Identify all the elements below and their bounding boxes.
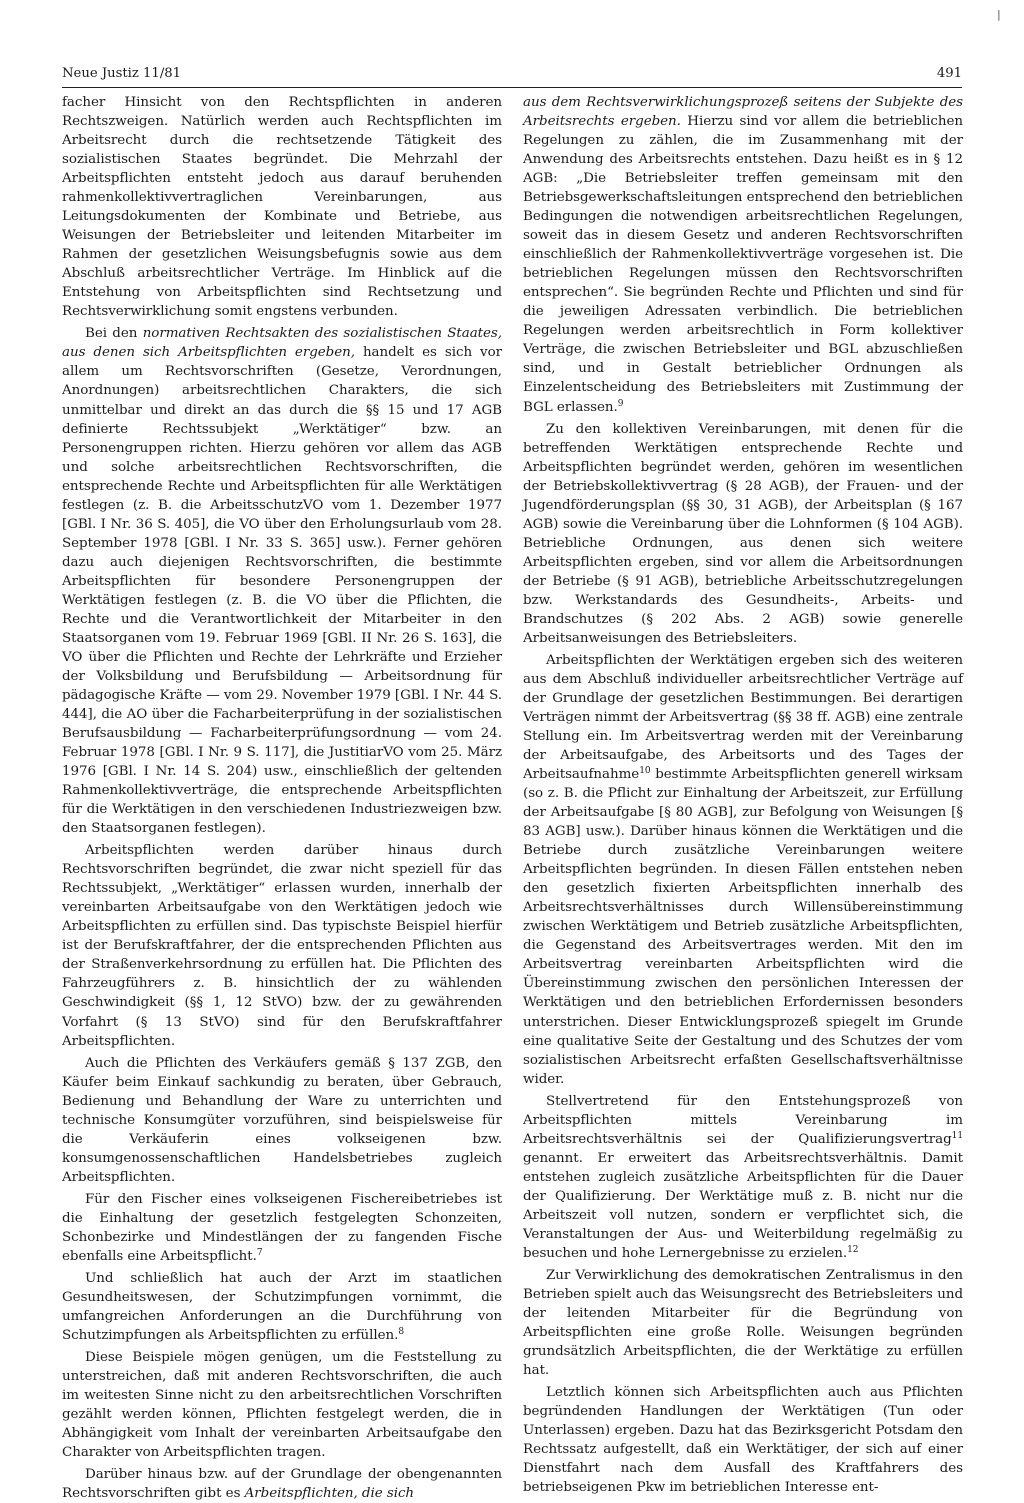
left-column bbox=[62, 93, 502, 1503]
paragraph bbox=[62, 93, 502, 321]
text-run: Für den Fischer eines volkseigenen Fischereibetriebes ist die Einhaltung der gesetzlich festgelegten Schonzeiten, Schonbezirke und Mindestlängen der zu fangenden Fische ebenfalls eine Arbeitspflicht. bbox=[62, 1191, 502, 1264]
footnote-ref: 7 bbox=[256, 1247, 263, 1258]
text-run: handelt es sich vor allem um Rechtsvorschriften (Gesetze, Verordnungen, Anordnungen) arbeitsrechtlichen Charakters, die sich unmittelbar und direkt an das durch die §§ 15 und 17 AGB definierte Rechtssubjekt „Werktätiger“ bzw. an Personengruppen richten. Hierzu gehören vor allem das AGB und solche arbeitsrechtlichen Rechtsvorschriften, die entsprechende Rechte und Arbeitspflichten für alle Werktätigen festlegen (z. B. die ArbeitsschutzVO vom 1. Dezember 1977 [GBl. I Nr. 36 S. 405], die VO über den Erholungsurlaub vom 28. September 1978 [GBl. I Nr. 33 S. 365] usw.). Ferner gehören dazu auch diejenigen Rechtsvorschriften, die bestimmte Arbeitspflichten für besondere Personengruppen der Werktätigen festlegen (z. B. die VO über die Pflichten, die Rechte und die Verantwortlichkeit der Mitarbeiter in den Staatsorganen vom 19. Februar 1969 [GBl. II Nr. 26 S. 163], die VO über die Pflichten und Rechte der Lehrkräfte und Erzieher der Volksbildung und Berufsbildung — Arbeitsordnung für pädagogische Kräfte — vom 29. November 1979 [GBl. I Nr. 44 S. 444], die AO über die Facharbeiterprüfung in der sozialistischen Berufsausbildung — Facharbeiterprüfungsordnung — vom 24. Februar 1978 [GBl. I Nr. 9 S. 117], die JustitiarVO vom 25. März 1976 [GBl. I Nr. 14 S. 204) usw., einschließlich der geltenden Rahmenkollektivverträge, die entsprechende Arbeitspflichten für die Werktätigen in den verschiedenen Industriezweigen bzw. den Staatsorganen festlegen). bbox=[62, 345, 502, 837]
right-column bbox=[523, 93, 963, 1497]
emphasized-text: aus dem Rechtsverwirklichungsprozeß seitens der Subjekte des Arbeitsrechts ergeben. bbox=[523, 95, 963, 130]
paragraph bbox=[523, 1266, 963, 1380]
paragraph bbox=[523, 1092, 963, 1263]
emphasized-text: normativen Rechtsakten des sozialistischen Staates, aus denen sich Arbeitspflichten ergeben, bbox=[62, 326, 502, 361]
text-run: Arbeitspflichten der Werktätigen ergeben sich des weiteren aus dem Abschluß individueller arbeitsrechtlicher Verträge auf der Grundlage der gesetzlichen Bestimmungen. Bei derartigen Verträgen nimmt der Arbeitsvertrag (§§ 38 ff. AGB) eine zentrale Stellung ein. Im Arbeitsvertrag werden mit der Vereinbarung der Arbeitsaufgabe, des Arbeitsorts und des Tages der Arbeitsaufnahme bbox=[523, 652, 963, 783]
text-run: Zur Verwirklichung des demokratischen Zentralismus in den Betrieben spielt auch das Weisungsrecht des Betriebsleiters und der leitenden Mitarbeiter für die Begründung von Arbeitspflichten eine große Rolle. Weisungen begründen grundsätzlich Arbeitspflichten, die der Werktätige zu erfüllen hat. bbox=[523, 1267, 963, 1379]
corner-mark: | bbox=[997, 8, 1001, 21]
header-rule bbox=[62, 87, 962, 88]
page-number: 491 bbox=[936, 66, 962, 81]
paragraph bbox=[62, 1190, 502, 1266]
paragraph bbox=[62, 1465, 502, 1503]
footnote-ref: 9 bbox=[617, 398, 624, 409]
text-run: Und schließlich hat auch der Arzt im staatlichen Gesundheitswesen, der Schutzimpfungen vornimmt, die umfangreichen Anforderungen an die Durchführung von Schutzimpfungen als Arbeitspflichten zu erfüllen. bbox=[62, 1270, 502, 1343]
text-run: Letztlich können sich Arbeitspflichten auch aus Pflichten begründenden Handlungen der Werktätigen (Tun oder Unterlassen) ergeben. Dazu hat das Bezirksgericht Potsdam den Rechtssatz aufgestellt, daß ein Werktätiger, der sich auf einer Dienstfahrt nach dem Ausfall des Kraftfahrers des betriebseigenen Pkw im betrieblichen Interesse ent- bbox=[523, 1385, 963, 1496]
text-run: Hierzu sind vor allem die betrieblichen Regelungen zu zählen, die im Zusammenhang mit der Anwendung des Arbeitsrechts entstehen. Dazu heißt es in § 12 AGB: „Die Betriebsleiter treffen gemeinsam mit den Betriebsgewerkschaftsleitungen entsprechend den betrieblichen Bedingungen die notwendigen arbeitsrechtlichen Regelungen, soweit das in diesem Gesetz und anderen Rechtsvorschriften einschließlich der Rahmenkollektivverträge vorgesehen ist. Die betrieblichen Regelungen müssen den Rechtsvorschriften entsprechen“. Sie begründen Rechte und Pflichten und sind für die jeweiligen Adressaten verbindlich. Die betrieblichen Regelungen werden arbeitsrechtlich in Form kollektiver Verträge, die zwischen Betriebsleiter und BGL abzuschließen sind, und in Gestalt betrieblicher Ordnungen als Einzelentscheidung des Betriebsleiters mit Zustimmung der BGL erlassen. bbox=[523, 114, 963, 415]
text-run: facher Hinsicht von den Rechtspflichten in anderen Rechtszweigen. Natürlich werden auch Rechtspflichten im Arbeitsrecht durch die rechtsetzende Tätigkeit des sozialistischen Staates begründet. Die Mehrzahl der Arbeitspflichten entsteht jedoch aus darauf beruhenden rahmenkollektivvertraglichen Vereinbarungen, aus Leitungsdokumenten der Kombinate und Betriebe, aus Weisungen der Betriebsleiter und leitenden Mitarbeiter im Rahmen der gesetzlichen Weisungsbefugnis sowie aus dem Abschluß arbeitsrechtlicher Verträge. Im Hinblick auf die Entstehung von Arbeitspflichten sind Rechtsetzung und Rechtsverwirklichung somit engstens verbunden. bbox=[62, 95, 502, 320]
paragraph bbox=[62, 1348, 502, 1462]
paragraph bbox=[62, 841, 502, 1050]
text-run: Bei den bbox=[85, 326, 143, 342]
footnote-ref: 10 bbox=[639, 766, 651, 777]
text-run: genannt. Er erweitert das Arbeitsrechtsverhältnis. Damit entstehen zugleich zusätzliche Arbeitspflichten für die Dauer der Qualifizierung. Der Werktätige muß z. B. nicht nur die Arbeitszeit voll nutzen, sondern er verpflichtet sich, die Veranstaltungen der Aus- und Weiterbildung regelmäßig zu besuchen und hohe Lernergebnisse zu erzielen. bbox=[523, 1150, 963, 1261]
paragraph bbox=[62, 1054, 502, 1187]
text-run: Darüber hinaus bzw. auf der Grundlage der obengenannten Rechtsvorschriften gibt es bbox=[62, 1467, 502, 1502]
emphasized-text: Arbeitspflichten, die sich bbox=[244, 1486, 415, 1502]
page-header bbox=[62, 66, 962, 86]
text-run: bestimmte Arbeitspflichten generell wirksam (so z. B. die Pflicht zur Einhaltung der Arbeitszeit, zur Erfüllung der Arbeitsaufgabe [§ 80 AGB], zur Befolgung von Weisungen [§ 83 AGB] usw.). Darüber hinaus können die Werktätigen und die Betriebe durch zusätzliche Vereinbarungen weitere Arbeitspflichten begründen. In diesen Fällen entstehen neben den gesetzlich fixierten Arbeitspflichten innerhalb des Arbeitsrechtsverhältnisses durch Willensübereinstimmung zwischen Werktätigem und Betrieb zusätzliche Arbeitspflichten, die Gegenstand des Arbeitsvertrages werden. Mit den im Arbeitsvertrag vereinbarten Arbeitspflichten wird die Übereinstimmung zwischen den persönlichen Interessen der Werktätigen und den betrieblichen Erfordernissen besonders unterstrichen. Dieser Entwicklungsprozeß spiegelt im Grunde eine qualitative Seite der Gestaltung und des Schutzes der vom sozialistischen Arbeitsrecht erfaßten Gesellschaftsverhältnisse wider. bbox=[523, 767, 963, 1087]
text-run: Diese Beispiele mögen genügen, um die Feststellung zu unterstreichen, daß mit anderen Rechtsvorschriften, die auch im weitesten Sinne nicht zu den arbeitsrechtlichen Vorschriften gezählt werden können, Pflichten festgelegt werden, die in Abhängigkeit vom Inhalt der vereinbarten Arbeitsaufgabe den Charakter von Arbeitspflichten tragen. bbox=[62, 1350, 502, 1461]
text-run: Auch die Pflichten des Verkäufers gemäß § 137 ZGB, den Käufer beim Einkauf sachkundig zu beraten, über Gebrauch, Bedienung und Behandlung der Ware zu unterrichten und technische Konsumgüter vorzuführen, sind beispielsweise für die Verkäuferin eines volkseigenen bzw. konsumgenossenschaftlichen Handelsbetriebes zugleich Arbeitspflichten. bbox=[62, 1055, 502, 1185]
journal-title: Neue Justiz 11/81 bbox=[62, 66, 182, 81]
footnote-ref: 11 bbox=[951, 1130, 963, 1141]
paragraph bbox=[62, 324, 502, 838]
paragraph bbox=[523, 651, 963, 1089]
paragraph bbox=[523, 1383, 963, 1497]
text-run: Arbeitspflichten werden darüber hinaus durch Rechtsvorschriften begründet, die zwar nicht speziell für das Rechtssubjekt, „Werktätiger“ erlassen wurden, innerhalb der vereinbarten Arbeitsaufgabe von den Werktätigen jedoch wie Arbeitspflichten zu erfüllen sind. Das typischste Beispiel hierfür ist der Berufskraftfahrer, der die entsprechenden Pflichten aus der Straßenverkehrsordnung zu erfüllen hat. Die Pflichten des Fahrzeugführers z. B. hinsichtlich der zu wählenden Geschwindigkeit (§§ 1, 12 StVO) bzw. der zu gewährenden Vorfahrt (§ 13 StVO) sind für den Berufskraftfahrer Arbeitspflichten. bbox=[62, 843, 502, 1049]
paragraph bbox=[523, 93, 963, 417]
footnote-ref: 8 bbox=[398, 1327, 405, 1337]
text-run: Stellvertretend für den Entstehungsprozeß von Arbeitspflichten mittels Vereinbarung im Arbeitsrechtsverhältnis sei der Qualifizierungsvertrag bbox=[523, 1093, 963, 1147]
paragraph bbox=[523, 420, 963, 648]
text-run: Zu den kollektiven Vereinbarungen, mit denen für die betreffenden Werktätigen entsprechende Rechte und Arbeitspflichten begründet werden, gehören im wesentlichen der Betriebskollektivvertrag (§ 28 AGB), der Frauen- und der Jugendförderungsplan (§§ 30, 31 AGB), der Arbeitsplan (§ 167 AGB) sowie die Vereinbarung über die Lohnformen (§ 104 AGB). Betriebliche Ordnungen, aus denen sich weitere Arbeitspflichten ergeben, sind vor allem die Arbeitsordnungen der Betriebe (§ 91 AGB), betriebliche Arbeitsschutzregelungen bzw. Werkstandards des Gesundheits-, Arbeits- und Brandschutzes (§ 202 Abs. 2 AGB) sowie generelle Arbeitsanweisungen des Betriebsleiters. bbox=[523, 421, 963, 646]
paragraph bbox=[62, 1269, 502, 1345]
footnote-ref: 12 bbox=[847, 1244, 859, 1255]
